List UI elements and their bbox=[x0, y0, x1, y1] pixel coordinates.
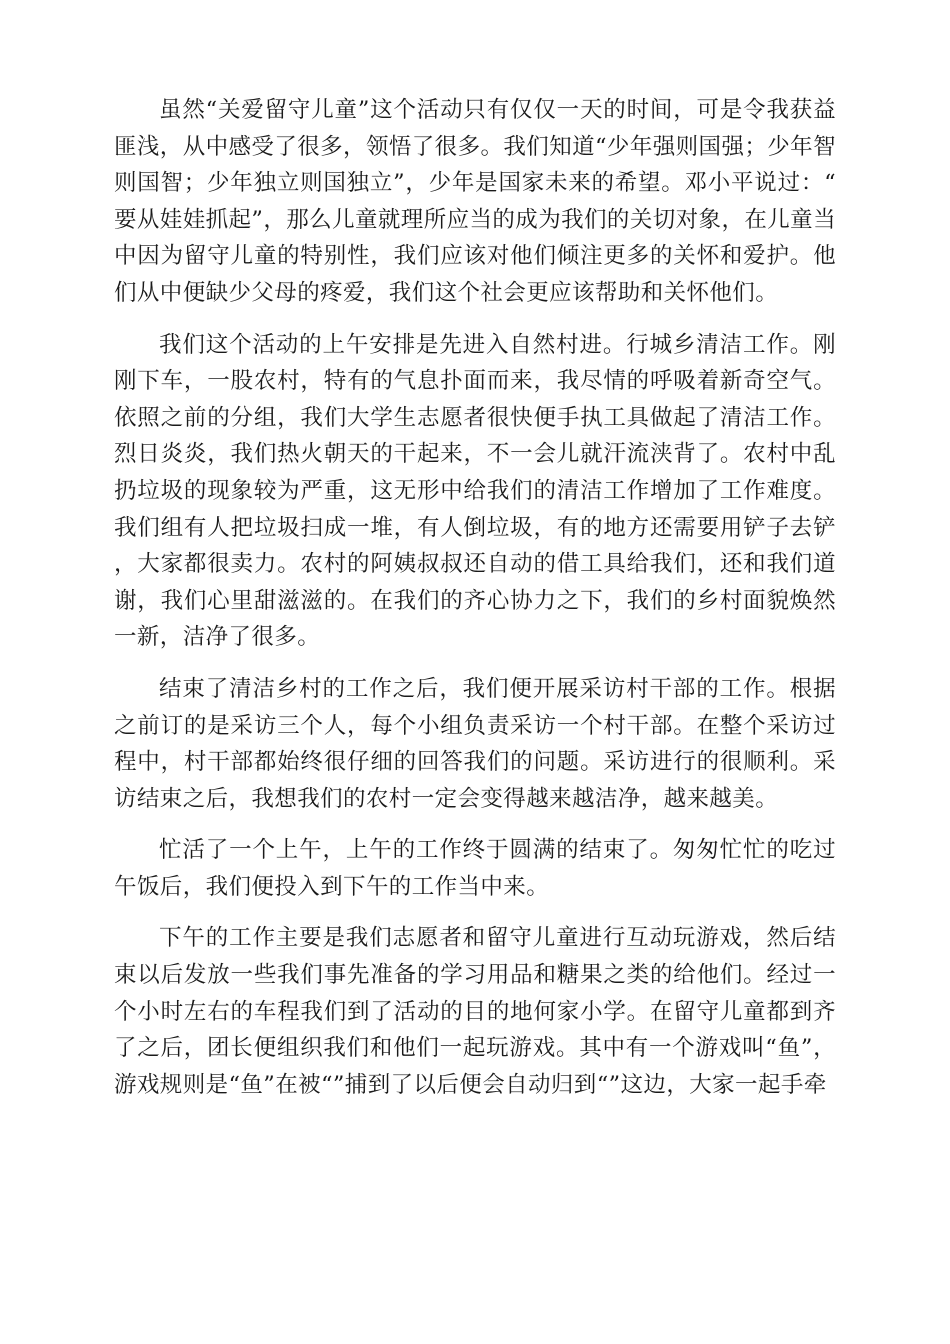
paragraph-2: 我们这个活动的上午安排是先进入自然村进。行城乡清洁工作。刚刚下车，一股农村，特有的气息扑面而来，我尽情的呼吸着新奇空气。依照之前的分组，我们大学生志愿者很快便手执工具做起了清洁工作。烈日炎炎，我们热火朝天的干起来，不一会儿就汗流浃背了。农村中乱扔垃圾的现象较为严重，这无形中给我们的清洁工作增加了工作难度。我们组有人把垃圾扫成一堆，有人倒垃圾，有的地方还需要用铲子去铲，大家都很卖力。农村的阿姨叔叔还自动的借工具给我们，还和我们道谢，我们心里甜滋滋的。在我们的齐心协力之下，我们的乡村面貌焕然一新，洁净了很多。 bbox=[114, 331, 836, 651]
paragraph-1: 虽然“关爱留守儿童”这个活动只有仅仅一天的时间，可是令我获益匪浅，从中感受了很多，领悟了很多。我们知道“少年强则国强；少年智则国智；少年独立则国独立”，少年是国家未来的希望。邓小平说过：“要从娃娃抓起”，那么儿童就理所应当的成为我们的关切对象，在儿童当中因为留守儿童的特别性，我们应该对他们倾注更多的关怀和爱护。他们从中便缺少父母的疼爱，我们这个社会更应该帮助和关怀他们。 bbox=[114, 97, 836, 306]
paragraph-5: 下午的工作主要是我们志愿者和留守儿童进行互动玩游戏，然后结束以后发放一些我们事先准备的学习用品和糖果之类的给他们。经过一个小时左右的车程我们到了活动的目的地何家小学。在留守儿童都到齐了之后，团长便组织我们和他们一起玩游戏。其中有一个游戏叫“鱼”，游戏规则是“鱼”在被“”捕到了以后便会自动归到“”这边，大家一起手牵 bbox=[114, 925, 836, 1098]
paragraph-4: 忙活了一个上午，上午的工作终于圆满的结束了。匆匆忙忙的吃过午饭后，我们便投入到下午的工作当中来。 bbox=[114, 837, 836, 900]
paragraph-3: 结束了清洁乡村的工作之后，我们便开展采访村干部的工作。根据之前订的是采访三个人，每个小组负责采访一个村干部。在整个采访过程中，村干部都始终很仔细的回答我们的问题。采访进行的很顺利。采访结束之后，我想我们的农村一定会变得越来越洁净，越来越美。 bbox=[114, 675, 836, 812]
document-body bbox=[114, 92, 836, 1103]
